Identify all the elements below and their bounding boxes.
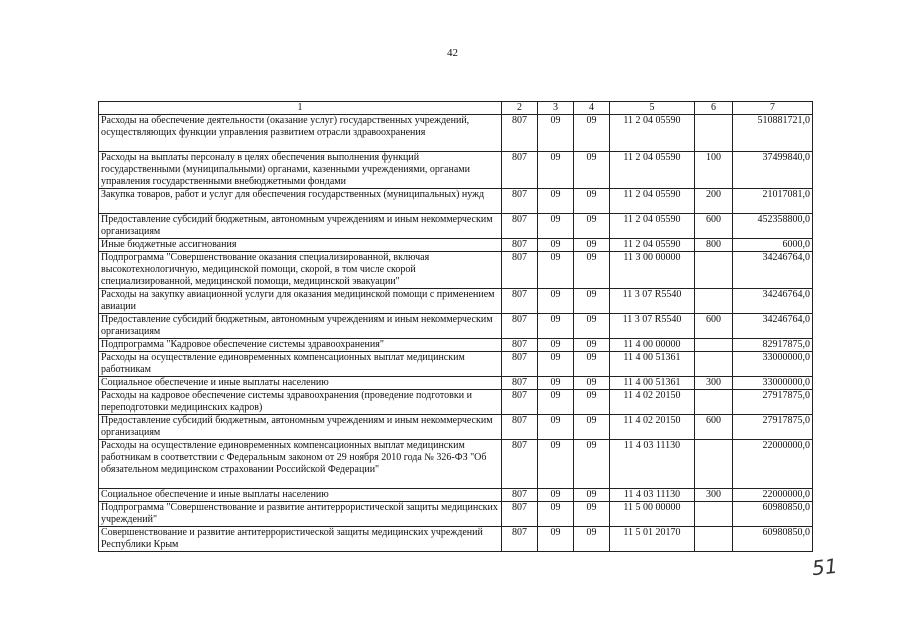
row-code-6-cell: 600: [695, 214, 733, 239]
row-code-6-cell: 100: [695, 152, 733, 189]
row-code-5-cell: 11 2 04 05590: [610, 115, 695, 152]
row-code-2-cell: 807: [502, 115, 538, 152]
row-code-2-cell: 807: [502, 189, 538, 214]
row-name-cell: Предоставление субсидий бюджетным, автономным учреждениям и иным некоммерческим организациям: [99, 214, 502, 239]
row-code-4-cell: 09: [574, 115, 610, 152]
row-name-cell: Подпрограмма "Кадровое обеспечение системы здравоохранения": [99, 339, 502, 352]
row-code-3-cell: 09: [538, 214, 574, 239]
header-col-7: 7: [733, 102, 813, 115]
row-code-5-cell: 11 2 04 05590: [610, 152, 695, 189]
row-code-2-cell: 807: [502, 239, 538, 252]
row-code-3-cell: 09: [538, 352, 574, 377]
row-amount-cell: 452358800,0: [733, 214, 813, 239]
row-code-2-cell: 807: [502, 314, 538, 339]
row-name-cell: Совершенствование и развитие антитеррористической защиты медицинских учреждений Республики Крым: [99, 527, 502, 552]
table-row: [99, 489, 813, 502]
row-code-5-cell: 11 2 04 05590: [610, 239, 695, 252]
row-amount-cell: 33000000,0: [733, 377, 813, 390]
row-code-6-cell: [695, 339, 733, 352]
row-code-4-cell: 09: [574, 152, 610, 189]
row-code-5-cell: 11 4 00 00000: [610, 339, 695, 352]
table-row: [99, 377, 813, 390]
table-row: [99, 339, 813, 352]
row-code-5-cell: 11 2 04 05590: [610, 189, 695, 214]
row-amount-cell: 27917875,0: [733, 390, 813, 415]
row-amount-cell: 6000,0: [733, 239, 813, 252]
row-code-6-cell: 600: [695, 314, 733, 339]
row-code-3-cell: 09: [538, 152, 574, 189]
row-code-3-cell: 09: [538, 314, 574, 339]
table-row: [99, 314, 813, 339]
header-col-2: 2: [502, 102, 538, 115]
row-name-cell: Предоставление субсидий бюджетным, автономным учреждениям и иным некоммерческим организациям: [99, 415, 502, 440]
row-code-2-cell: 807: [502, 377, 538, 390]
row-code-6-cell: 600: [695, 415, 733, 440]
row-code-4-cell: 09: [574, 239, 610, 252]
table-row: [99, 352, 813, 377]
row-name-cell: Социальное обеспечение и иные выплаты населению: [99, 489, 502, 502]
row-code-6-cell: [695, 115, 733, 152]
row-code-4-cell: 09: [574, 377, 610, 390]
row-name-cell: Расходы на выплаты персоналу в целях обеспечения выполнения функций государственными (муниципальными) органами, казенными учреждениями, органами управления государственными внебюджетными фондами: [99, 152, 502, 189]
row-code-5-cell: 11 3 07 R5540: [610, 314, 695, 339]
header-col-5: 5: [610, 102, 695, 115]
table-row: [99, 239, 813, 252]
row-name-cell: Подпрограмма "Совершенствование оказания специализированной, включая высокотехнологичную, медицинской помощи, скорой, в том числе скорой специализированной, медицинской помощи, медицинской эвакуации": [99, 252, 502, 289]
row-name-cell: Иные бюджетные ассигнования: [99, 239, 502, 252]
row-code-4-cell: 09: [574, 189, 610, 214]
row-code-2-cell: 807: [502, 415, 538, 440]
row-code-2-cell: 807: [502, 252, 538, 289]
row-code-3-cell: 09: [538, 339, 574, 352]
row-amount-cell: 34246764,0: [733, 314, 813, 339]
row-code-6-cell: 800: [695, 239, 733, 252]
row-code-2-cell: 807: [502, 289, 538, 314]
row-name-cell: Расходы на обеспечение деятельности (оказание услуг) государственных учреждений, осуществляющих функции управления развитием отрасли здравоохранения: [99, 115, 502, 152]
table-row: [99, 415, 813, 440]
table-row: [99, 502, 813, 527]
row-code-3-cell: 09: [538, 489, 574, 502]
row-code-6-cell: [695, 440, 733, 489]
table-row: [99, 115, 813, 152]
row-code-3-cell: 09: [538, 390, 574, 415]
row-code-5-cell: 11 4 03 11130: [610, 440, 695, 489]
row-code-6-cell: 300: [695, 489, 733, 502]
row-code-2-cell: 807: [502, 527, 538, 552]
row-amount-cell: 22000000,0: [733, 440, 813, 489]
row-code-5-cell: 11 4 00 51361: [610, 352, 695, 377]
row-name-cell: Предоставление субсидий бюджетным, автономным учреждениям и иным некоммерческим организациям: [99, 314, 502, 339]
row-amount-cell: 34246764,0: [733, 289, 813, 314]
row-code-4-cell: 09: [574, 502, 610, 527]
table-row: [99, 152, 813, 189]
table-row: [99, 527, 813, 552]
row-code-4-cell: 09: [574, 415, 610, 440]
row-code-3-cell: 09: [538, 239, 574, 252]
row-code-2-cell: 807: [502, 502, 538, 527]
row-name-cell: Расходы на осуществление единовременных компенсационных выплат медицинским работникам: [99, 352, 502, 377]
table-row: [99, 390, 813, 415]
table-row: [99, 214, 813, 239]
row-amount-cell: 21017081,0: [733, 189, 813, 214]
row-code-6-cell: 300: [695, 377, 733, 390]
table-row: [99, 440, 813, 489]
row-code-3-cell: 09: [538, 115, 574, 152]
row-code-3-cell: 09: [538, 502, 574, 527]
row-code-2-cell: 807: [502, 440, 538, 489]
row-code-4-cell: 09: [574, 339, 610, 352]
page-number: 42: [447, 47, 458, 59]
row-code-4-cell: 09: [574, 527, 610, 552]
row-code-6-cell: [695, 502, 733, 527]
header-col-4: 4: [574, 102, 610, 115]
row-code-5-cell: 11 3 07 R5540: [610, 289, 695, 314]
row-code-3-cell: 09: [538, 377, 574, 390]
header-col-3: 3: [538, 102, 574, 115]
table-row: [99, 252, 813, 289]
row-code-3-cell: 09: [538, 527, 574, 552]
row-code-3-cell: 09: [538, 440, 574, 489]
row-code-2-cell: 807: [502, 390, 538, 415]
row-code-4-cell: 09: [574, 252, 610, 289]
table-row: [99, 189, 813, 214]
row-code-4-cell: 09: [574, 352, 610, 377]
row-code-3-cell: 09: [538, 189, 574, 214]
row-code-6-cell: [695, 252, 733, 289]
row-amount-cell: 60980850,0: [733, 527, 813, 552]
row-code-4-cell: 09: [574, 440, 610, 489]
row-amount-cell: 37499840,0: [733, 152, 813, 189]
row-code-4-cell: 09: [574, 489, 610, 502]
header-row: [99, 102, 813, 115]
row-code-4-cell: 09: [574, 289, 610, 314]
row-code-6-cell: [695, 289, 733, 314]
row-name-cell: Расходы на закупку авиационной услуги для оказания медицинской помощи с применением авиации: [99, 289, 502, 314]
row-code-5-cell: 11 5 00 00000: [610, 502, 695, 527]
row-code-4-cell: 09: [574, 314, 610, 339]
row-name-cell: Социальное обеспечение и иные выплаты населению: [99, 377, 502, 390]
row-code-4-cell: 09: [574, 214, 610, 239]
row-code-3-cell: 09: [538, 289, 574, 314]
header-col-1: 1: [99, 102, 502, 115]
row-code-2-cell: 807: [502, 489, 538, 502]
row-code-5-cell: 11 4 00 51361: [610, 377, 695, 390]
row-code-5-cell: 11 4 03 11130: [610, 489, 695, 502]
row-code-5-cell: 11 3 00 00000: [610, 252, 695, 289]
table-row: [99, 289, 813, 314]
row-name-cell: Расходы на кадровое обеспечение системы здравоохранения (проведение подготовки и переподготовки медицинских кадров): [99, 390, 502, 415]
row-code-6-cell: 200: [695, 189, 733, 214]
row-code-2-cell: 807: [502, 339, 538, 352]
row-code-6-cell: [695, 527, 733, 552]
row-amount-cell: 34246764,0: [733, 252, 813, 289]
row-amount-cell: 22000000,0: [733, 489, 813, 502]
row-name-cell: Расходы на осуществление единовременных компенсационных выплат медицинским работникам в соответствии с Федеральным законом от 29 ноября 2010 года № 326-ФЗ "Об обязательном медицинском страховании Российской Федерации": [99, 440, 502, 489]
row-amount-cell: 60980850,0: [733, 502, 813, 527]
row-name-cell: Подпрограмма "Совершенствование и развитие антитеррористической защиты медицинских учреждений": [99, 502, 502, 527]
row-amount-cell: 510881721,0: [733, 115, 813, 152]
row-name-cell: Закупка товаров, работ и услуг для обеспечения государственных (муниципальных) нужд: [99, 189, 502, 214]
row-amount-cell: 27917875,0: [733, 415, 813, 440]
row-amount-cell: 33000000,0: [733, 352, 813, 377]
header-col-6: 6: [695, 102, 733, 115]
row-code-6-cell: [695, 390, 733, 415]
handwritten-page-mark: 51: [810, 553, 839, 581]
row-code-2-cell: 807: [502, 152, 538, 189]
row-code-5-cell: 11 4 02 20150: [610, 390, 695, 415]
row-code-5-cell: 11 4 02 20150: [610, 415, 695, 440]
row-code-3-cell: 09: [538, 252, 574, 289]
row-code-5-cell: 11 5 01 20170: [610, 527, 695, 552]
row-code-2-cell: 807: [502, 214, 538, 239]
row-code-2-cell: 807: [502, 352, 538, 377]
row-code-5-cell: 11 2 04 05590: [610, 214, 695, 239]
row-code-3-cell: 09: [538, 415, 574, 440]
row-amount-cell: 82917875,0: [733, 339, 813, 352]
row-code-6-cell: [695, 352, 733, 377]
budget-table: [98, 101, 813, 552]
row-code-4-cell: 09: [574, 390, 610, 415]
